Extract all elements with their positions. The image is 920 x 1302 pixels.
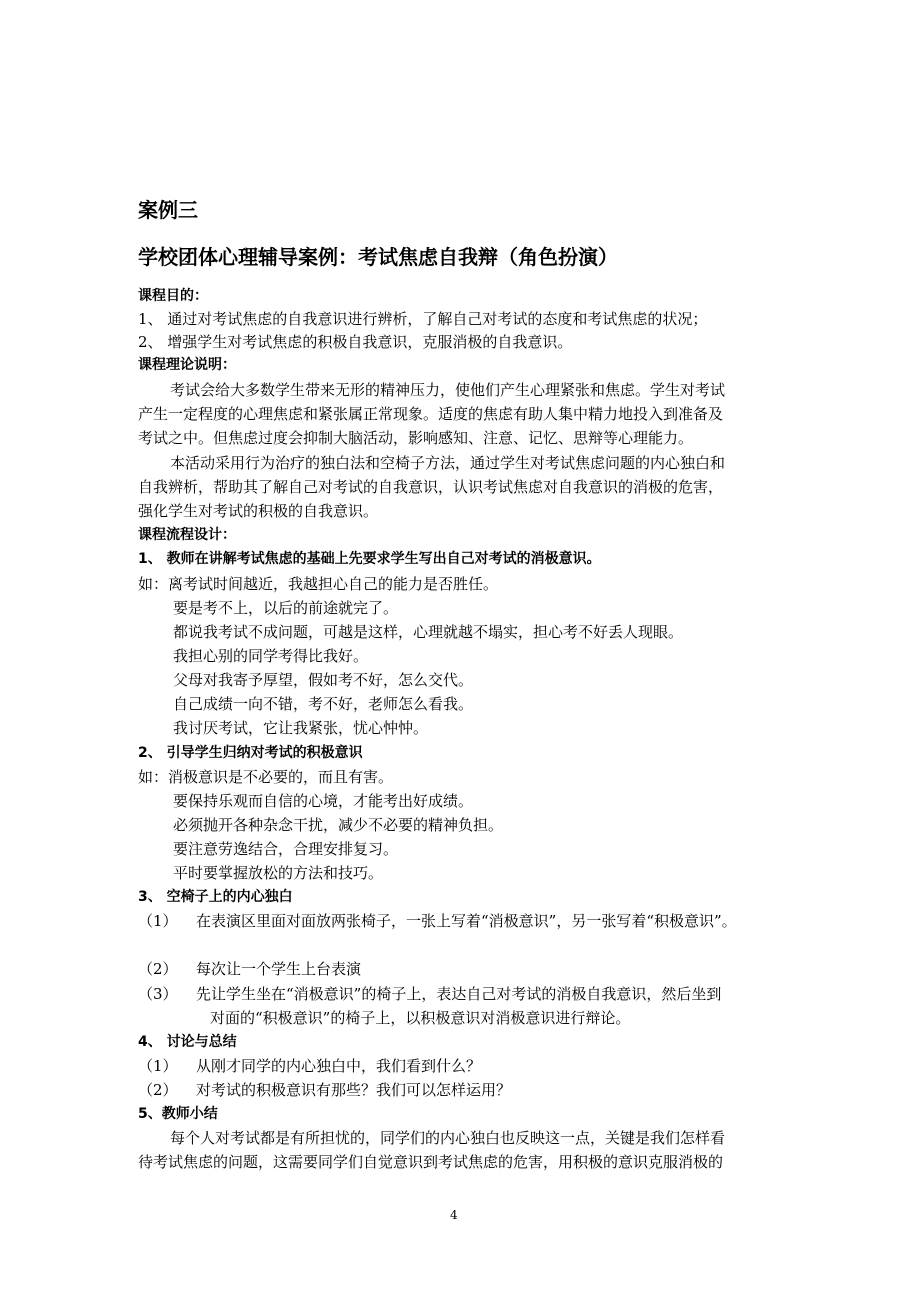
step3-item-num: （3） [138,985,178,1003]
theory-line: 自我辨析，帮助其了解自己对考试的自我意识，认识考试焦虑对自我意识的消极的危害， [138,478,724,496]
flow-heading: 课程流程设计： [138,527,236,543]
page-number: 4 [450,1208,458,1222]
theory-line: 本活动采用行为治疗的独白法和空椅子方法，通过学生对考试焦虑问题的内心独白和 [170,454,726,472]
step4-title: 4、 讨论与总结 [138,1034,237,1050]
step3-item-num: （2） [138,960,178,978]
step1-example: 自己成绩一向不错，考不好，老师怎么看我。 [173,695,474,713]
step2-example: 要保持乐观而自信的心境，才能考出好成绩。 [173,792,474,810]
step4-item-num: （2） [138,1081,178,1099]
step4-item-text: 从刚才同学的内心独白中，我们看到什么？ [196,1057,482,1075]
step2-title: 2、 引导学生归纳对考试的积极意识 [138,745,363,761]
step5-title: 5、教师小结 [138,1106,218,1122]
summary-line: 待考试焦虑的问题，这需要同学们自觉意识到考试焦虑的危害，用积极的意识克服消极的 [138,1153,724,1171]
purpose-item: 1、 通过对考试焦虑的自我意识进行辨析，了解自己对考试的态度和考试焦虑的状况； [138,310,708,328]
theory-line: 强化学生对考试的积极的自我意识。 [138,502,379,520]
theory-line: 考试之中。但焦虑过度会抑制大脑活动，影响感知、注意、记忆、思辩等心理能力。 [138,429,694,447]
step3-item-num: （1） [138,912,178,930]
step2-example: 如：消极意识是不必要的，而且有害。 [138,768,394,786]
step2-example: 要注意劳逸结合，合理安排复习。 [173,840,399,858]
case-label: 案例三 [138,198,198,222]
step2-example: 必须抛开各种杂念干扰，减少不必要的精神负担。 [173,816,504,834]
step1-example: 父母对我寄予厚望，假如考不好，怎么交代。 [173,671,474,689]
theory-heading: 课程理论说明： [138,357,236,373]
step1-example: 我讨厌考试，它让我紧张，忧心忡忡。 [173,719,429,737]
document-title: 学校团体心理辅导案例：考试焦虑自我辩（角色扮演） [138,245,618,269]
step1-title: 1、 教师在讲解考试焦虑的基础上先要求学生写出自己对考试的消极意识。 [138,551,601,567]
step3-continuation: 对面的“积极意识”的椅子上，以积极意识对消极意识进行辩论。 [210,1009,631,1027]
purpose-heading: 课程目的： [138,288,208,304]
step1-example: 如：离考试时间越近，我越担心自己的能力是否胜任。 [138,575,499,593]
step3-item-text: 先让学生坐在“消极意识”的椅子上，表达自己对考试的消极自我意识，然后坐到 [196,985,722,1003]
theory-line: 考试会给大多数学生带来无形的精神压力，使他们产生心理紧张和焦虑。学生对考试 [170,381,726,399]
step3-title: 3、 空椅子上的内心独白 [138,889,293,905]
step4-item-num: （1） [138,1057,178,1075]
purpose-item: 2、 增强学生对考试焦虑的积极自我意识，克服消极的自我意识。 [138,333,573,351]
step2-example: 平时要掌握放松的方法和技巧。 [173,864,384,882]
step3-item-text: 每次让一个学生上台表演 [196,960,362,978]
step3-item-text: 在表演区里面对面放两张椅子，一张上写着“消极意识”，另一张写着“积极意识”。 [196,912,737,930]
theory-line: 产生一定程度的心理焦虑和紧张属正常现象。适度的焦虑有助人集中精力地投入到准备及 [138,405,724,423]
summary-line: 每个人对考试都是有所担忧的，同学们的内心独白也反映这一点，关键是我们怎样看 [170,1129,726,1147]
step1-example: 要是考不上，以后的前途就完了。 [173,599,399,617]
step1-example: 我担心别的同学考得比我好。 [173,647,369,665]
step4-item-text: 对考试的积极意识有那些？我们可以怎样运用？ [196,1081,512,1099]
step1-example: 都说我考试不成问题，可越是这样，心理就越不塌实，担心考不好丢人现眼。 [173,623,684,641]
